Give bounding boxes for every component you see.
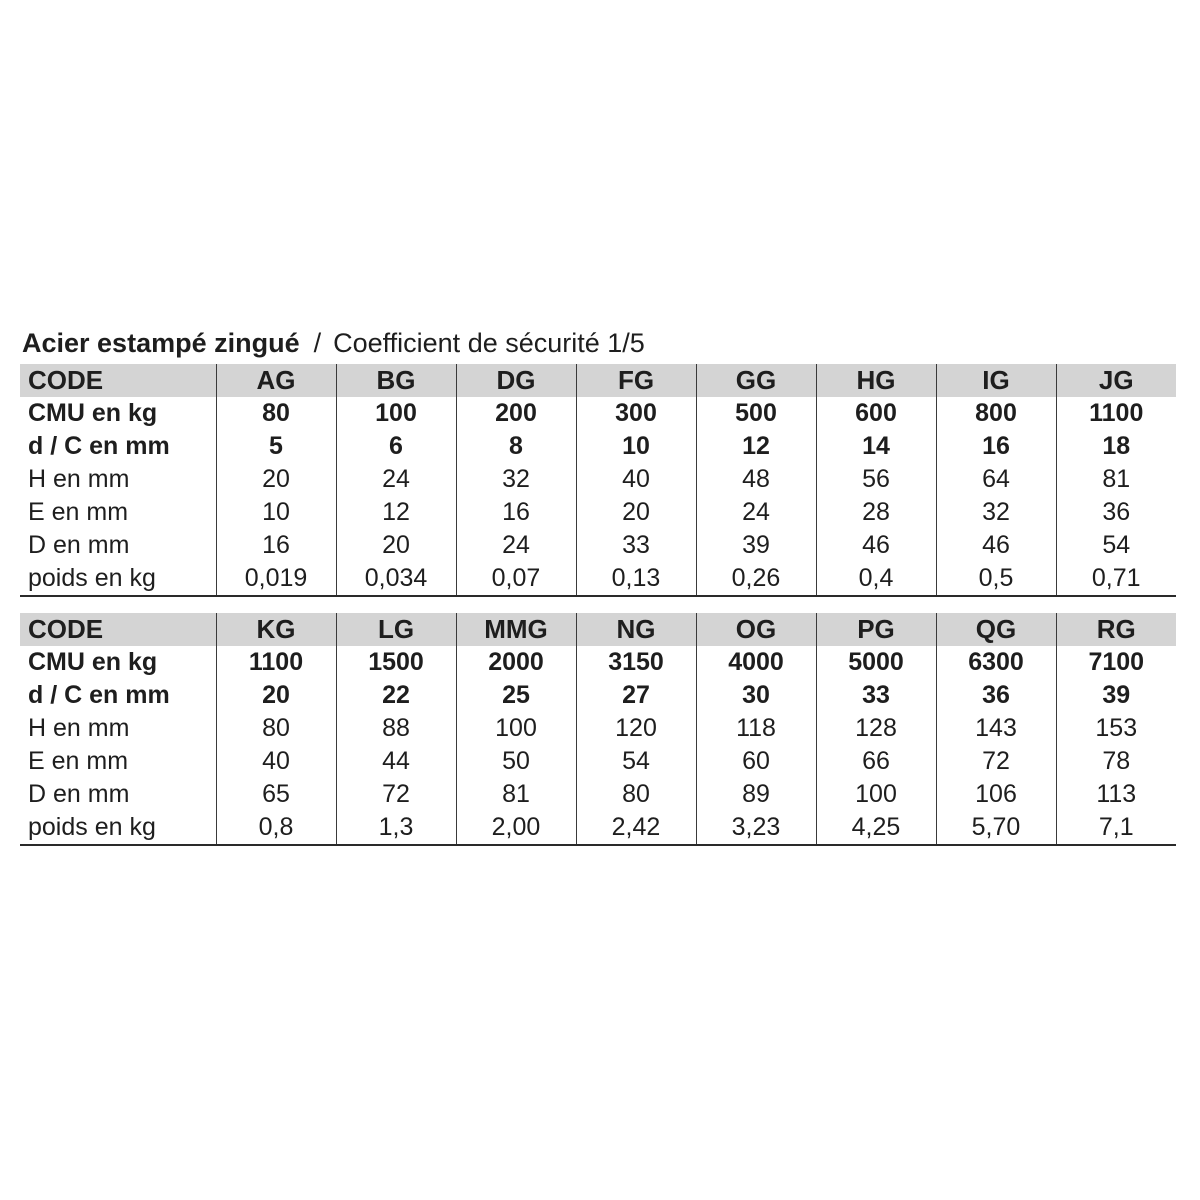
spec-table-2 bbox=[20, 613, 1176, 846]
code-cell: GG bbox=[696, 364, 816, 397]
value-cell: 10 bbox=[216, 496, 336, 529]
title-separator: / bbox=[313, 328, 322, 358]
value-cell: 4,25 bbox=[816, 811, 936, 845]
row-label: CMU en kg bbox=[28, 399, 158, 427]
value-cell: 81 bbox=[456, 778, 576, 811]
code-cell: DG bbox=[456, 364, 576, 397]
code-cell: RG bbox=[1056, 613, 1176, 646]
value-cell: 0,4 bbox=[816, 562, 936, 596]
value-cell: 18 bbox=[1056, 430, 1176, 463]
value-cell: 32 bbox=[456, 463, 576, 496]
code-cell: KG bbox=[216, 613, 336, 646]
value-cell: 32 bbox=[936, 496, 1056, 529]
value-cell: 120 bbox=[576, 712, 696, 745]
value-cell: 600 bbox=[816, 397, 936, 430]
diameter-row bbox=[20, 679, 1176, 712]
value-cell: 40 bbox=[216, 745, 336, 778]
spec-sheet bbox=[20, 324, 1175, 846]
row-label: CMU en kg bbox=[28, 648, 158, 676]
h-row bbox=[20, 712, 1176, 745]
value-cell: 81 bbox=[1056, 463, 1176, 496]
value-cell: 1100 bbox=[1056, 397, 1176, 430]
value-cell: 16 bbox=[216, 529, 336, 562]
value-cell: 3150 bbox=[576, 646, 696, 679]
value-cell: 33 bbox=[816, 679, 936, 712]
row-label: poids en kg bbox=[20, 811, 216, 845]
h-row bbox=[20, 463, 1176, 496]
value-cell: 500 bbox=[696, 397, 816, 430]
value-cell: 20 bbox=[336, 529, 456, 562]
value-cell: 153 bbox=[1056, 712, 1176, 745]
value-cell: 80 bbox=[216, 397, 336, 430]
value-cell: 0,8 bbox=[216, 811, 336, 845]
value-cell: 88 bbox=[336, 712, 456, 745]
value-cell: 128 bbox=[816, 712, 936, 745]
value-cell: 22 bbox=[336, 679, 456, 712]
value-cell: 12 bbox=[336, 496, 456, 529]
d-row bbox=[20, 529, 1176, 562]
value-cell: 24 bbox=[696, 496, 816, 529]
value-cell: 36 bbox=[936, 679, 1056, 712]
value-cell: 28 bbox=[816, 496, 936, 529]
row-label: d / C en mm bbox=[28, 681, 170, 709]
value-cell: 0,07 bbox=[456, 562, 576, 596]
spec-table-1 bbox=[20, 364, 1176, 597]
value-cell: 0,034 bbox=[336, 562, 456, 596]
value-cell: 0,13 bbox=[576, 562, 696, 596]
value-cell: 6300 bbox=[936, 646, 1056, 679]
table-gap bbox=[20, 597, 1175, 613]
value-cell: 27 bbox=[576, 679, 696, 712]
code-cell: NG bbox=[576, 613, 696, 646]
value-cell: 5 bbox=[216, 430, 336, 463]
value-cell: 300 bbox=[576, 397, 696, 430]
row-label: D en mm bbox=[28, 531, 130, 559]
value-cell: 56 bbox=[816, 463, 936, 496]
value-cell: 54 bbox=[1056, 529, 1176, 562]
value-cell: 12 bbox=[696, 430, 816, 463]
code-cell: MMG bbox=[456, 613, 576, 646]
value-cell: 7100 bbox=[1056, 646, 1176, 679]
weight-row bbox=[20, 562, 1176, 596]
value-cell: 80 bbox=[576, 778, 696, 811]
e-row bbox=[20, 496, 1176, 529]
value-cell: 44 bbox=[336, 745, 456, 778]
code-row bbox=[20, 613, 1176, 646]
value-cell: 20 bbox=[576, 496, 696, 529]
title-material: Acier estampé zingué bbox=[22, 328, 300, 358]
value-cell: 48 bbox=[696, 463, 816, 496]
value-cell: 1,3 bbox=[336, 811, 456, 845]
code-cell: FG bbox=[576, 364, 696, 397]
value-cell: 64 bbox=[936, 463, 1056, 496]
value-cell: 80 bbox=[216, 712, 336, 745]
row-label: d / C en mm bbox=[28, 432, 170, 460]
code-cell: OG bbox=[696, 613, 816, 646]
row-label: CODE bbox=[20, 364, 216, 397]
value-cell: 25 bbox=[456, 679, 576, 712]
value-cell: 200 bbox=[456, 397, 576, 430]
value-cell: 8 bbox=[456, 430, 576, 463]
code-cell: PG bbox=[816, 613, 936, 646]
cmu-row bbox=[20, 397, 1176, 430]
code-cell: AG bbox=[216, 364, 336, 397]
value-cell: 4000 bbox=[696, 646, 816, 679]
cmu-row bbox=[20, 646, 1176, 679]
value-cell: 36 bbox=[1056, 496, 1176, 529]
value-cell: 46 bbox=[816, 529, 936, 562]
value-cell: 1500 bbox=[336, 646, 456, 679]
code-cell: HG bbox=[816, 364, 936, 397]
value-cell: 3,23 bbox=[696, 811, 816, 845]
value-cell: 118 bbox=[696, 712, 816, 745]
value-cell: 89 bbox=[696, 778, 816, 811]
row-label: H en mm bbox=[28, 714, 130, 742]
value-cell: 5,70 bbox=[936, 811, 1056, 845]
value-cell: 30 bbox=[696, 679, 816, 712]
value-cell: 78 bbox=[1056, 745, 1176, 778]
row-label: CODE bbox=[20, 613, 216, 646]
value-cell: 100 bbox=[816, 778, 936, 811]
title-safety-coefficient: Coefficient de sécurité 1/5 bbox=[333, 328, 645, 358]
value-cell: 20 bbox=[216, 463, 336, 496]
code-cell: QG bbox=[936, 613, 1056, 646]
value-cell: 16 bbox=[456, 496, 576, 529]
value-cell: 39 bbox=[696, 529, 816, 562]
value-cell: 72 bbox=[336, 778, 456, 811]
code-cell: JG bbox=[1056, 364, 1176, 397]
value-cell: 143 bbox=[936, 712, 1056, 745]
row-label: E en mm bbox=[28, 498, 129, 526]
d-row bbox=[20, 778, 1176, 811]
code-cell: IG bbox=[936, 364, 1056, 397]
value-cell: 14 bbox=[816, 430, 936, 463]
value-cell: 2,42 bbox=[576, 811, 696, 845]
value-cell: 113 bbox=[1056, 778, 1176, 811]
value-cell: 7,1 bbox=[1056, 811, 1176, 845]
value-cell: 5000 bbox=[816, 646, 936, 679]
value-cell: 16 bbox=[936, 430, 1056, 463]
value-cell: 66 bbox=[816, 745, 936, 778]
value-cell: 2,00 bbox=[456, 811, 576, 845]
value-cell: 50 bbox=[456, 745, 576, 778]
value-cell: 0,5 bbox=[936, 562, 1056, 596]
diameter-row bbox=[20, 430, 1176, 463]
sheet-title bbox=[20, 324, 1175, 364]
code-cell: BG bbox=[336, 364, 456, 397]
value-cell: 100 bbox=[336, 397, 456, 430]
value-cell: 40 bbox=[576, 463, 696, 496]
value-cell: 46 bbox=[936, 529, 1056, 562]
value-cell: 60 bbox=[696, 745, 816, 778]
value-cell: 72 bbox=[936, 745, 1056, 778]
row-label: E en mm bbox=[28, 747, 129, 775]
row-label: D en mm bbox=[28, 780, 130, 808]
value-cell: 20 bbox=[216, 679, 336, 712]
value-cell: 0,71 bbox=[1056, 562, 1176, 596]
value-cell: 54 bbox=[576, 745, 696, 778]
row-label: H en mm bbox=[28, 465, 130, 493]
value-cell: 100 bbox=[456, 712, 576, 745]
value-cell: 1100 bbox=[216, 646, 336, 679]
row-label: poids en kg bbox=[20, 562, 216, 596]
value-cell: 6 bbox=[336, 430, 456, 463]
value-cell: 10 bbox=[576, 430, 696, 463]
value-cell: 0,019 bbox=[216, 562, 336, 596]
weight-row bbox=[20, 811, 1176, 845]
value-cell: 2000 bbox=[456, 646, 576, 679]
value-cell: 65 bbox=[216, 778, 336, 811]
value-cell: 39 bbox=[1056, 679, 1176, 712]
value-cell: 106 bbox=[936, 778, 1056, 811]
value-cell: 0,26 bbox=[696, 562, 816, 596]
value-cell: 33 bbox=[576, 529, 696, 562]
code-cell: LG bbox=[336, 613, 456, 646]
value-cell: 24 bbox=[456, 529, 576, 562]
e-row bbox=[20, 745, 1176, 778]
code-row bbox=[20, 364, 1176, 397]
value-cell: 24 bbox=[336, 463, 456, 496]
value-cell: 800 bbox=[936, 397, 1056, 430]
